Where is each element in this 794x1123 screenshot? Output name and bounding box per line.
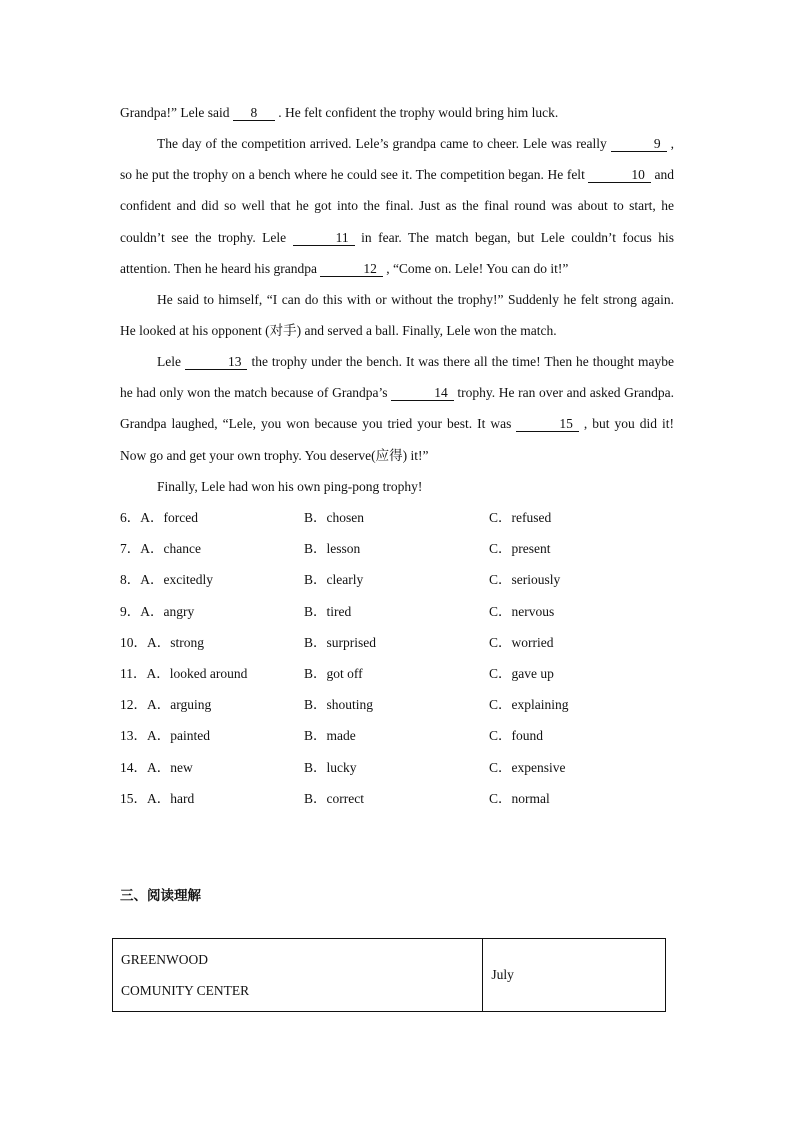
center-name-line-1: GREENWOOD — [121, 952, 208, 967]
option-a[interactable]: 10．A．strong — [120, 634, 204, 650]
blank-11: 11 — [293, 230, 355, 246]
option-c[interactable]: C．gave up — [489, 665, 554, 681]
option-a[interactable]: 11．A．looked around — [120, 665, 248, 681]
option-c[interactable]: C．found — [489, 728, 543, 744]
option-c[interactable]: C．seriously — [489, 572, 561, 588]
option-row-10 — [120, 627, 680, 658]
passage-text: Finally, Lele had won his own ping-pong trophy! — [157, 479, 423, 494]
table-cell-month: July — [483, 939, 666, 1012]
blank-15: 15 — [516, 416, 579, 432]
passage-text: , but you did it! Now go and get your own trophy. You deserve(应得) it!” — [120, 416, 674, 463]
option-row-7 — [120, 533, 680, 564]
option-c[interactable]: C．explaining — [489, 697, 569, 713]
option-b[interactable]: B．lesson — [304, 541, 361, 557]
option-row-9 — [120, 596, 680, 627]
option-b[interactable]: B．tired — [304, 603, 352, 619]
blank-9: 9 — [611, 136, 667, 152]
passage-paragraph-1 — [120, 97, 674, 128]
option-a[interactable]: 8．A．excitedly — [120, 572, 213, 588]
option-row-12 — [120, 689, 680, 720]
passage-paragraph-2 — [120, 128, 674, 284]
option-b[interactable]: B．got off — [304, 665, 363, 681]
blank-8: 8 — [233, 105, 275, 121]
notice-table — [112, 938, 666, 1012]
passage-text: in fear. The match began, but Lele couldn’t focus his attention. Then he heard his grandpa — [120, 229, 675, 276]
option-a[interactable]: 15．A．hard — [120, 790, 195, 806]
table-row — [113, 939, 666, 1012]
option-a[interactable]: 6．A．forced — [120, 510, 198, 525]
blank-10: 10 — [588, 167, 651, 183]
option-row-13 — [120, 720, 680, 751]
option-row-11 — [120, 658, 680, 689]
passage-text: , so he put the trophy on a bench where he could see it. The competition began. He felt — [120, 136, 675, 183]
option-c[interactable]: C．normal — [489, 790, 550, 806]
option-b[interactable]: B．lucky — [304, 759, 357, 775]
option-b[interactable]: B．chosen — [304, 510, 364, 525]
option-b[interactable]: B．shouting — [304, 697, 374, 713]
section-heading: 三、阅读理解 — [120, 888, 201, 904]
option-c[interactable]: C．present — [489, 541, 551, 557]
option-c[interactable]: C．worried — [489, 634, 554, 650]
passage-text: The day of the competition arrived. Lele’s grandpa came to cheer. Lele was really — [157, 136, 611, 151]
passage-text: Lele — [157, 354, 185, 369]
passage-paragraph-5 — [120, 471, 674, 502]
passage-text: and confident and did so well that he got into the final. Just as the final round was about to start, he couldn’t see the trophy. Lele — [120, 167, 674, 245]
option-b[interactable]: B．correct — [304, 790, 364, 806]
center-name-line-2: COMUNITY CENTER — [121, 983, 250, 998]
option-c[interactable]: C．nervous — [489, 603, 555, 619]
blank-14: 14 — [391, 385, 454, 401]
option-c[interactable]: C．refused — [489, 510, 552, 525]
passage-paragraph-4 — [120, 346, 674, 471]
option-row-8 — [120, 564, 680, 595]
option-row-6 — [120, 502, 680, 533]
options-list — [120, 502, 680, 814]
blank-13: 13 — [185, 354, 248, 370]
option-b[interactable]: B．surprised — [304, 634, 376, 650]
option-a[interactable]: 9．A．angry — [120, 603, 195, 619]
option-a[interactable]: 12．A．arguing — [120, 697, 212, 713]
passage-text: Grandpa!” Lele said — [120, 105, 233, 120]
passage-text: He said to himself, “I can do this with or without the trophy!” Suddenly he felt strong again. He looked at his opponent (对手) and served a ball. Finally, Lele won the match. — [120, 292, 674, 339]
option-b[interactable]: B．made — [304, 728, 356, 744]
blank-12: 12 — [320, 261, 383, 277]
option-row-15 — [120, 783, 680, 814]
passage-text: trophy. He ran over and asked Grandpa. Grandpa laughed, “Lele, you won because you tried your best. It was — [120, 385, 674, 432]
passage-text: the trophy under the bench. It was there all the time! Then he thought maybe he had only won the match because of Grandpa’s — [120, 354, 674, 401]
option-b[interactable]: B．clearly — [304, 572, 364, 588]
option-c[interactable]: C．expensive — [489, 759, 566, 775]
option-row-14 — [120, 752, 680, 783]
option-a[interactable]: 14．A．new — [120, 759, 193, 775]
option-a[interactable]: 13．A．painted — [120, 728, 210, 744]
option-a[interactable]: 7．A．chance — [120, 541, 201, 557]
passage-text: , “Come on. Lele! You can do it!” — [382, 260, 569, 276]
passage-text: . He felt confident the trophy would bring him luck. — [274, 105, 559, 120]
passage-paragraph-3 — [120, 284, 674, 346]
table-cell-center-name — [113, 939, 483, 1012]
